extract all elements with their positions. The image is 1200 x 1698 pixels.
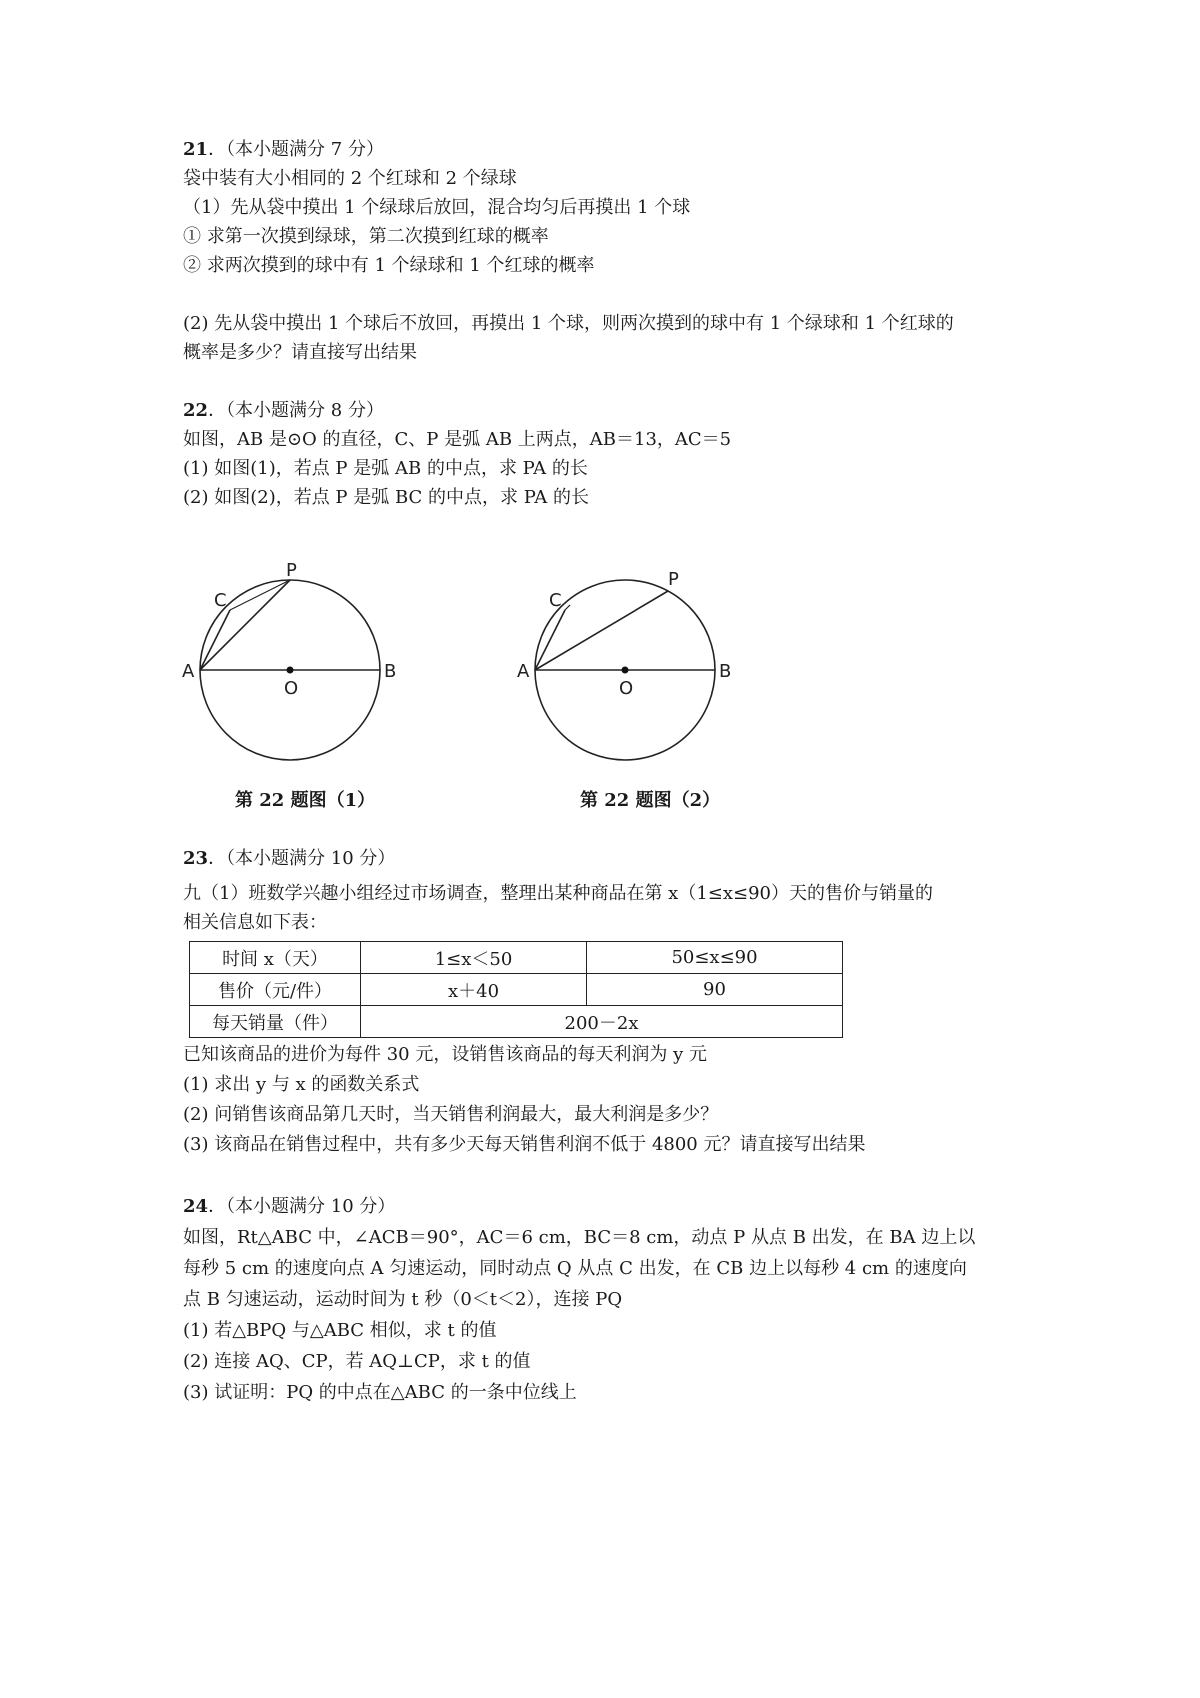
table-row — [190, 1006, 843, 1038]
q23-line: (2) 问销售该商品第几天时，当天销售利润最大，最大利润是多少？ — [183, 1104, 719, 1125]
q24-line: 每秒 5 cm 的速度向点 A 匀速运动，同时动点 Q 从点 C 出发，在 CB 边上以每秒 4 cm 的速度向 — [183, 1258, 967, 1279]
q21-score: ．（本小题满分 7 分） — [208, 139, 384, 160]
point-o-label: O — [284, 678, 299, 699]
point-a-label: A — [182, 661, 195, 682]
q24-line: (2) 连接 AQ、CP，若 AQ⊥CP，求 t 的值 — [183, 1351, 531, 1372]
q21-line: (2) 先从袋中摸出 1 个球后不放回，再摸出 1 个球，则两次摸到的球中有 1 个绿球和 1 个红球的 — [183, 313, 954, 334]
q23-line: (1) 求出 y 与 x 的函数关系式 — [183, 1074, 420, 1095]
q24-line: 点 B 匀速运动，运动时间为 t 秒（0＜t＜2），连接 PQ — [183, 1289, 623, 1310]
table-cell: 90 — [587, 974, 843, 1006]
point-c-label: C — [549, 590, 562, 611]
figure-2-caption: 第 22 题图（2） — [580, 790, 721, 811]
table-cell: 1≤x＜50 — [361, 942, 587, 974]
table-row — [190, 974, 843, 1006]
q23-heading — [183, 847, 395, 871]
point-o-label: O — [619, 678, 634, 699]
table-cell: 售价（元/件） — [190, 974, 361, 1006]
point-p-label: P — [668, 569, 679, 590]
q23-score: ．（本小题满分 10 分） — [208, 848, 396, 869]
q22-heading — [183, 399, 384, 423]
q21-line: ② 求两次摸到的球中有 1 个绿球和 1 个红球的概率 — [183, 255, 595, 276]
q21-line: ① 求第一次摸到绿球，第二次摸到红球的概率 — [183, 226, 549, 247]
q22-line: (2) 如图(2)，若点 P 是弧 BC 的中点，求 PA 的长 — [183, 487, 589, 508]
q22-line: (1) 如图(1)，若点 P 是弧 AB 的中点，求 PA 的长 — [183, 458, 588, 479]
q23-line: (3) 该商品在销售过程中，共有多少天每天销售利润不低于 4800 元？请直接写出结果 — [183, 1134, 866, 1155]
q21-line: 袋中装有大小相同的 2 个红球和 2 个绿球 — [183, 168, 517, 189]
q21-line: （1）先从袋中摸出 1 个绿球后放回，混合均匀后再摸出 1 个球 — [183, 197, 691, 218]
figure-1-caption: 第 22 题图（1） — [235, 790, 376, 811]
q22-score: ．（本小题满分 8 分） — [208, 400, 384, 421]
table-cell: x＋40 — [361, 974, 587, 1006]
point-a-label: A — [517, 661, 530, 682]
table-cell: 时间 x（天） — [190, 942, 361, 974]
point-b-label: B — [719, 661, 732, 682]
table-row — [190, 942, 843, 974]
q23-line: 相关信息如下表： — [183, 912, 327, 933]
point-c-label: C — [214, 590, 227, 611]
q24-heading — [183, 1195, 395, 1219]
q24-line: (1) 若△BPQ 与△ABC 相似，求 t 的值 — [183, 1320, 497, 1341]
q21-heading — [183, 138, 384, 162]
center-dot — [622, 667, 629, 674]
q23-line: 已知该商品的进价为每件 30 元，设销售该商品的每天利润为 y 元 — [183, 1044, 707, 1065]
point-p-label: P — [286, 560, 297, 581]
q23-number: 23 — [183, 848, 209, 869]
q21-number: 21 — [183, 139, 209, 160]
q21-line: 概率是多少？请直接写出结果 — [183, 342, 417, 363]
circle-figure-1 — [180, 560, 420, 780]
q24-number: 24 — [183, 1196, 209, 1217]
q24-line: (3) 试证明：PQ 的中点在△ABC 的一条中位线上 — [183, 1382, 577, 1403]
point-b-label: B — [384, 661, 397, 682]
table-cell: 200－2x — [361, 1006, 843, 1038]
q24-score: ．（本小题满分 10 分） — [208, 1196, 396, 1217]
q22-number: 22 — [183, 400, 209, 421]
q24-line: 如图，Rt△ABC 中，∠ACB＝90°，AC＝6 cm，BC＝8 cm，动点 P 从点 B 出发，在 BA 边上以 — [183, 1227, 976, 1248]
q23-line: 九（1）班数学兴趣小组经过市场调查，整理出某种商品在第 x（1≤x≤90）天的售价与销量的 — [183, 883, 933, 904]
circle-figure-2 — [515, 560, 755, 780]
q22-line: 如图，AB 是⊙O 的直径，C、P 是弧 AB 上两点，AB＝13，AC＝5 — [183, 429, 732, 450]
price-sales-table — [189, 941, 843, 1038]
center-dot — [287, 667, 294, 674]
table-cell: 每天销量（件） — [190, 1006, 361, 1038]
chord-cp-start — [565, 605, 570, 610]
table-cell: 50≤x≤90 — [587, 942, 843, 974]
